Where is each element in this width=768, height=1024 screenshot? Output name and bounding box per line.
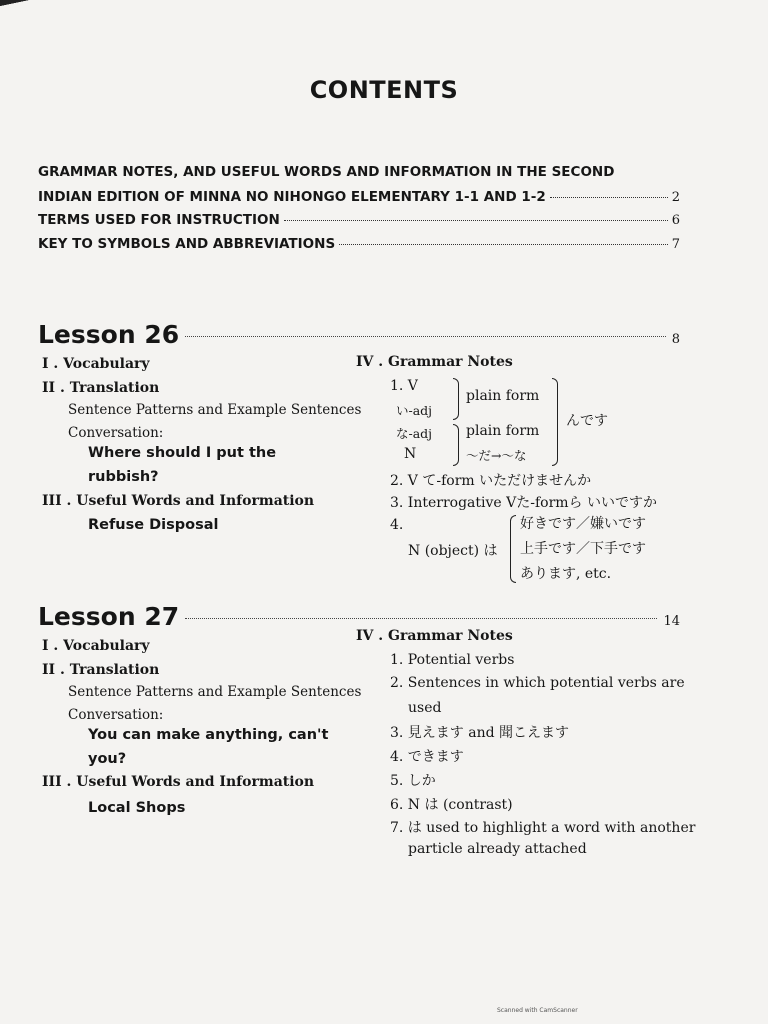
lesson-27-conversation-label: Conversation: bbox=[68, 707, 164, 723]
lesson-26-conversation-title: Where should I put the bbox=[88, 445, 277, 461]
lesson-27-vocabulary[interactable]: I . Vocabulary bbox=[42, 638, 150, 654]
leader-dots bbox=[185, 336, 666, 337]
lesson-26-grammar-heading[interactable]: IV . Grammar Notes bbox=[356, 354, 513, 370]
lesson-27-translation[interactable]: II . Translation bbox=[42, 662, 160, 678]
grammar-1-v: 1. V bbox=[390, 378, 418, 394]
grammar-1-plain-form-2: plain form bbox=[466, 423, 540, 439]
toc-entry-grammar-notes-line1[interactable]: GRAMMAR NOTES, AND USEFUL WORDS AND INFORMATION IN THE SECOND bbox=[38, 164, 615, 180]
lesson-27-heading[interactable]: Lesson 27 14 bbox=[38, 602, 680, 631]
leader-dots bbox=[339, 244, 668, 245]
leader-dots bbox=[284, 220, 668, 221]
toc-entry-grammar-notes-line2[interactable]: INDIAN EDITION OF MINNA NO NIHONGO ELEMENTARY 1-1 AND 1-2 2 bbox=[38, 189, 680, 205]
scanner-footer: Scanned with CamScanner bbox=[497, 1007, 578, 1014]
grammar-27-item-1: 1. Potential verbs bbox=[390, 652, 515, 668]
lesson-26-conversation-title-cont: rubbish? bbox=[88, 469, 159, 485]
grammar-27-item-7-cont: particle already attached bbox=[408, 841, 587, 857]
lesson-27-grammar-heading[interactable]: IV . Grammar Notes bbox=[356, 628, 513, 644]
brace-right-large bbox=[552, 378, 558, 466]
lesson-26-conversation-label: Conversation: bbox=[68, 425, 164, 441]
grammar-4-option-b: 上手です／下手です bbox=[520, 541, 646, 557]
grammar-1-iadj: い-adj bbox=[396, 403, 433, 418]
brace-left bbox=[510, 515, 516, 583]
page-title: CONTENTS bbox=[309, 76, 459, 104]
grammar-1-n: N bbox=[404, 446, 417, 462]
page-number: 14 bbox=[663, 614, 680, 629]
toc-entry-key-symbols[interactable]: KEY TO SYMBOLS AND ABBREVIATIONS 7 bbox=[38, 236, 680, 252]
lesson-26-useful-words[interactable]: III . Useful Words and Information bbox=[42, 493, 315, 509]
leader-dots bbox=[550, 197, 668, 198]
grammar-27-item-7: 7. は used to highlight a word with another bbox=[390, 820, 696, 836]
grammar-27-item-3: 3. 見えます and 聞こえます bbox=[390, 725, 570, 741]
leader-dots bbox=[185, 618, 657, 619]
page-number: 2 bbox=[671, 190, 680, 205]
lesson-27-useful-words[interactable]: III . Useful Words and Information bbox=[42, 774, 315, 790]
grammar-1-da-na: ～だ→～な bbox=[466, 448, 527, 463]
toc-entry-terms[interactable]: TERMS USED FOR INSTRUCTION 6 bbox=[38, 212, 680, 228]
lesson-27-useful-title: Local Shops bbox=[88, 800, 186, 816]
grammar-4-object: N (object) は bbox=[408, 543, 498, 559]
grammar-4-option-c: あります, etc. bbox=[520, 566, 612, 582]
grammar-27-item-5: 5. しか bbox=[390, 773, 436, 789]
lesson-26-useful-title: Refuse Disposal bbox=[88, 517, 219, 533]
grammar-4-option-a: 好きです／嫌いです bbox=[520, 516, 646, 532]
grammar-1-naadj: な-adj bbox=[396, 426, 433, 441]
grammar-1-ndesu: んです bbox=[566, 413, 608, 429]
lesson-26-sentence-patterns: Sentence Patterns and Example Sentences bbox=[68, 402, 362, 418]
grammar-4-number: 4. bbox=[390, 517, 404, 533]
corner-mark bbox=[0, 0, 48, 10]
lesson-26-vocabulary[interactable]: I . Vocabulary bbox=[42, 356, 150, 372]
lesson-26-translation[interactable]: II . Translation bbox=[42, 380, 160, 396]
grammar-3: 3. Interrogative Vた-formら いいですか bbox=[390, 495, 658, 511]
brace-right bbox=[453, 424, 459, 466]
grammar-1-plain-form-1: plain form bbox=[466, 388, 540, 404]
grammar-27-item-4: 4. できます bbox=[390, 749, 464, 765]
grammar-2: 2. V て-form いただけませんか bbox=[390, 473, 592, 489]
page-number: 7 bbox=[671, 237, 680, 252]
lesson-27-conversation-title-cont: you? bbox=[88, 751, 127, 767]
grammar-27-item-2-cont: used bbox=[408, 700, 442, 716]
grammar-27-item-6: 6. N は (contrast) bbox=[390, 797, 513, 813]
page-number: 6 bbox=[671, 213, 680, 228]
lesson-27-sentence-patterns: Sentence Patterns and Example Sentences bbox=[68, 684, 362, 700]
page-number: 8 bbox=[671, 332, 680, 347]
grammar-27-item-2: 2. Sentences in which potential verbs are bbox=[390, 675, 685, 691]
lesson-26-heading[interactable]: Lesson 26 8 bbox=[38, 320, 680, 349]
brace-right bbox=[453, 378, 459, 420]
lesson-27-conversation-title: You can make anything, can't bbox=[88, 727, 329, 743]
